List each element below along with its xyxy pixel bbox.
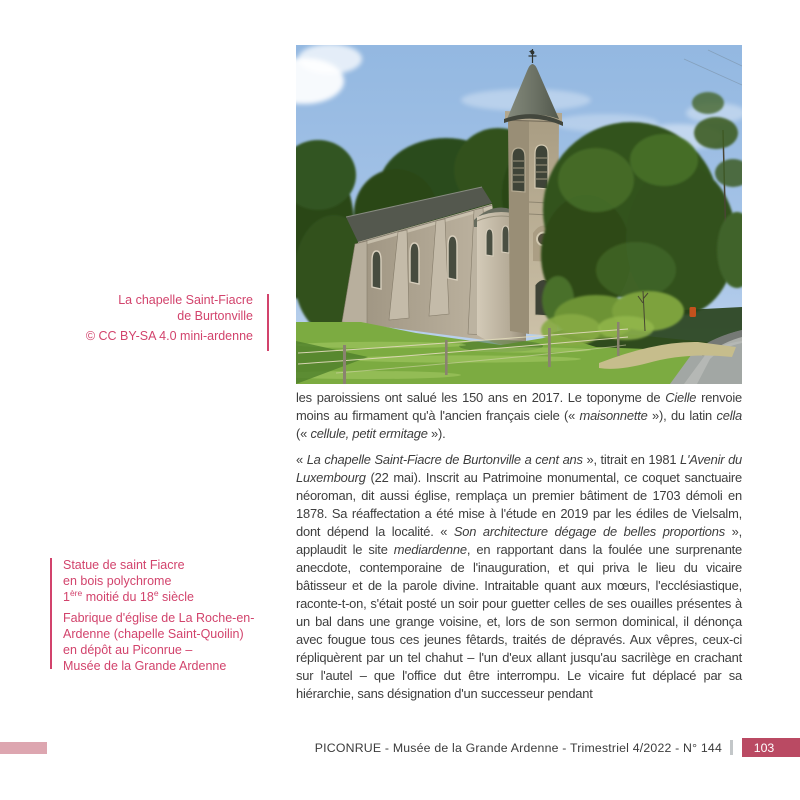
page-number-badge [742,738,800,757]
page-number: 103 [753,740,775,755]
footer-tick [730,740,733,755]
photo-caption [33,292,253,344]
paragraph-toponyme: les paroissiens ont salué les 150 ans en 2017. Le toponyme de Cielle renvoie moins au firmament qu'à l'ancien français ciele (« maisonnette »), du latin cella (« cellule, petit ermitage »). [296,390,742,441]
photo-caption-rule [267,294,269,351]
statue-caption-rule [50,558,52,669]
statue-caption [63,557,279,674]
chapel-photo [296,45,742,384]
paragraph-historique: « La chapelle Saint-Fiacre de Burtonville a cent ans », titrait en 1981 L'Avenir du Luxembourg (22 mai). Inscrit au Patrimoine monumental, ce coquet sanctuaire néoroman, dit aussi église, remplaça un premier bâtiment de 1703 démoli en 1878. Sa réaffectation a été mise à l'étude en 2019 par les édiles de Vielsalm, dont dépend la localité. « Son architecture dégage de belles proportions », applaudit le site mediardenne, en rapportant dans la foulée une surprenante anecdote, contemporaine de l'inauguration, et qui priva le lieu du vicaire bâtisseur et de la parole divine. Intraitable quant aux mœurs, l'ecclésiastique, raconte-t-on, s'était posté un soir pour guetter celles de ses ouailles présentes à un bal dans une grange voisine, et, lors de son sermon dominical, il dénonça avec fougue tous ces jeunes fêtards, traités de dépravés. Aux vêpres, ceux-ci répliquèrent par un tel chahut – l'un d'eux allant jusqu'au sacrilège en crachant sur l'autel – que l'office dut être interrompu. Le vicaire fut déplacé par sa hiérarchie, sans désignation d'un successeur pendant [296,452,743,701]
corner-accent-rect [0,742,47,754]
photo-credit: © CC BY-SA 4.0 mini-ardenne [85,329,253,343]
body-column [296,389,742,703]
footer-journal-line: PICONRUE - Musée de la Grande Ardenne - Trimestriel 4/2022 - N° 144 [314,741,722,755]
photo-caption-title: La chapelle Saint-Fiacre de Burtonville [118,293,253,323]
hydrant [690,307,697,317]
statue-caption-description: Statue de saint Fiacre en bois polychrome 1ère moitié du 18e siècle [63,558,194,604]
statue-caption-provenance: Fabrique d'église de La Roche-en- Ardenne (chapelle Saint-Quoilin) en dépôt au Piconrue – Musée de la Grande Ardenne [63,611,255,673]
